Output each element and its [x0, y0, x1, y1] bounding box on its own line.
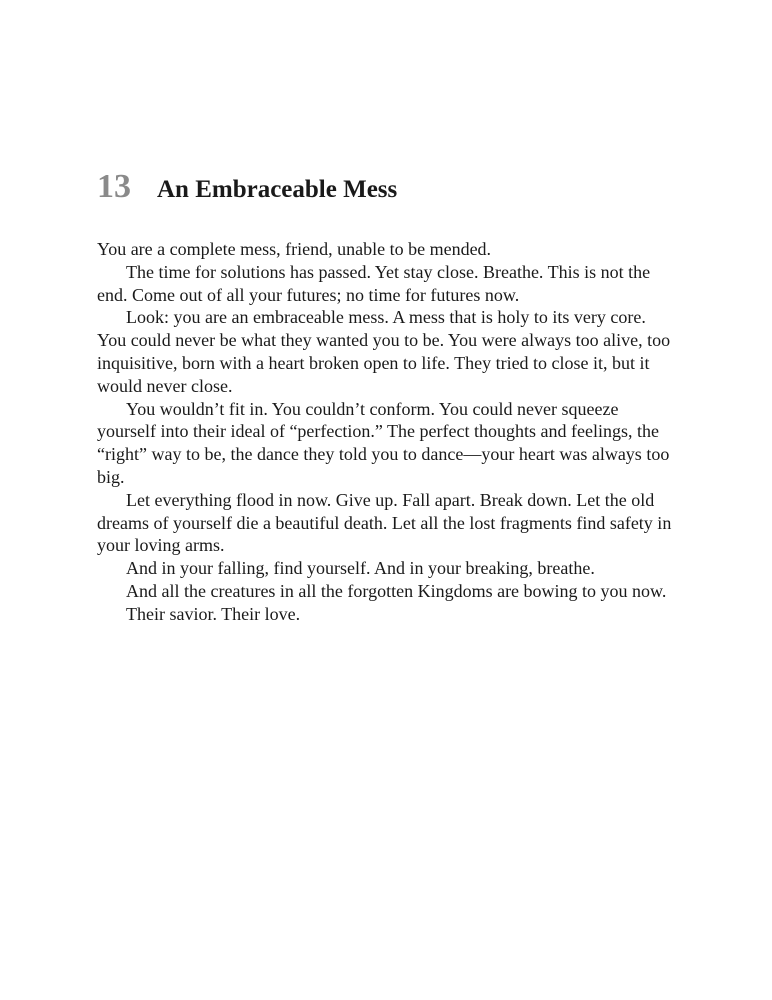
chapter-title: An Embraceable Mess	[157, 176, 398, 203]
paragraph: Let everything flood in now. Give up. Fall apart. Break down. Let the old dreams of yourself die a beautiful death. Let all the lost fragments find safety in your loving arms.	[97, 489, 672, 556]
paragraph: Their savior. Their love.	[126, 603, 301, 624]
chapter-body	[97, 238, 677, 626]
paragraph: The time for solutions has passed. Yet stay close. Breathe. This is not the end. Come out of all your futures; no time for futures now.	[97, 261, 651, 305]
chapter-heading	[97, 170, 397, 204]
paragraph: You wouldn’t fit in. You couldn’t conform. You could never squeeze yourself into their ideal of “perfection.” The perfect thoughts and feelings, the “right” way to be, the dance they told you to dance—your heart was always too big.	[97, 398, 670, 487]
paragraph: You are a complete mess, friend, unable to be mended.	[97, 239, 492, 259]
paragraph: And all the creatures in all the forgotten Kingdoms are bowing to you now.	[126, 580, 667, 601]
chapter-number: 13	[97, 168, 131, 205]
paragraph: Look: you are an embraceable mess. A mess that is holy to its very core. You could never be what they wanted you to be. You were always too alive, too inquisitive, born with a heart broken open to life. They tried to close it, but it would never close.	[97, 307, 671, 396]
paragraph: And in your falling, find yourself. And in your breaking, breathe.	[126, 558, 595, 579]
